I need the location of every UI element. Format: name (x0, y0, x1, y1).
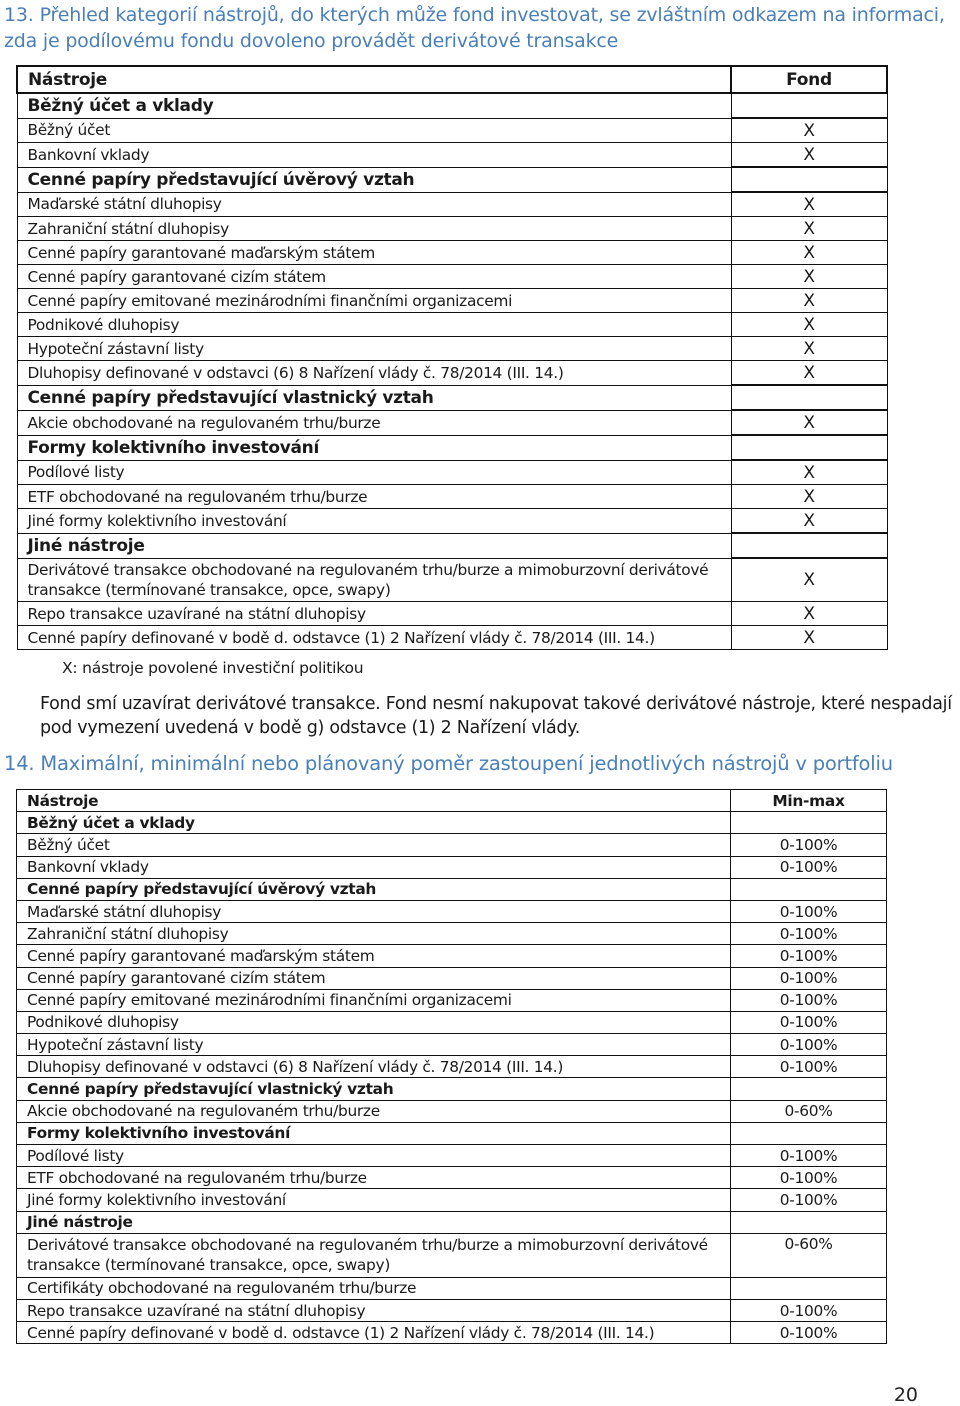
table2-row-label: Cenné papíry představující úvěrový vztah (17, 878, 731, 900)
table2-row-value: 0-100% (731, 1167, 887, 1189)
section-13-heading (4, 2, 956, 54)
table1-row-value: X (731, 460, 887, 485)
table1-row (17, 313, 887, 337)
table2-row (17, 1299, 887, 1321)
instrument-ratio-table (16, 789, 887, 1344)
table2-row-label: Zahraniční státní dluhopisy (17, 923, 731, 945)
table2-row-label: Cenné papíry emitované mezinárodními finančními organizacemi (17, 989, 731, 1011)
table1-row-value: X (731, 143, 887, 168)
section-14-number: 14. (4, 752, 35, 775)
table1-row-value: X (731, 337, 887, 361)
table2-row-label: Cenné papíry definované v bodě d. odstavce (1) 2 Nařízení vlády č. 78/2014 (III. 14.) (17, 1322, 731, 1344)
table2-row-label: Derivátové transakce obchodované na regulovaném trhu/burze a mimoburzovní derivátové transakce (termínované transakce, opce, swapy) (17, 1233, 731, 1277)
table2-category-row (17, 1211, 887, 1233)
table1-row (17, 485, 887, 509)
table1-row-label: Cenné papíry garantované maďarským státem (17, 241, 731, 265)
table1-row-label: ETF obchodované na regulovaném trhu/burze (17, 485, 731, 509)
table2-row (17, 1322, 887, 1344)
table2-row-value: 0-100% (731, 900, 887, 922)
table1-row (17, 410, 887, 435)
derivatives-paragraph (40, 692, 960, 740)
table1-row-value: X (731, 361, 887, 386)
table2-row-label: Akcie obchodované na regulovaném trhu/burze (17, 1100, 731, 1122)
table2-row-value (731, 1277, 887, 1299)
table1-row (17, 265, 887, 289)
table1-category-row (17, 435, 887, 460)
table2-header-minmax: Min-max (731, 790, 887, 812)
table2-row (17, 1056, 887, 1078)
table2-row-value (731, 1078, 887, 1100)
table1-row-value: X (731, 192, 887, 217)
table1-legend: X: nástroje povolené investiční politikou (62, 659, 364, 677)
table2-row (17, 1011, 887, 1033)
table1-row-label: Běžný účet (17, 118, 731, 143)
page-number: 20 (893, 1384, 918, 1406)
table2-row-label: Podílové listy (17, 1145, 731, 1167)
table1-row (17, 337, 887, 361)
table1-row-label: Cenné papíry garantované cizím státem (17, 265, 731, 289)
table1-row (17, 118, 887, 143)
table1-row-value: X (731, 509, 887, 534)
table2-row-value: 0-100% (731, 1299, 887, 1321)
table2-row-label: Bankovní vklady (17, 856, 731, 878)
table2-row-value: 0-60% (731, 1100, 887, 1122)
table2-row-label: ETF obchodované na regulovaném trhu/burze (17, 1167, 731, 1189)
table1-row-value: X (731, 118, 887, 143)
table2-row-value: 0-100% (731, 967, 887, 989)
table1-row-value: X (731, 217, 887, 241)
table1-header-instrument: Nástroje (17, 66, 731, 93)
section-13-number: 13. (4, 4, 34, 26)
table1-row (17, 192, 887, 217)
table1-header-fund: Fond (731, 66, 887, 93)
table2-row-label: Jiné nástroje (17, 1211, 731, 1233)
table2-row-value: 0-100% (731, 1056, 887, 1078)
table2-row (17, 856, 887, 878)
table2-row-label: Certifikáty obchodované na regulovaném trhu/burze (17, 1277, 731, 1299)
table2-row-value (731, 878, 887, 900)
table1-category-row (17, 533, 887, 558)
table2-row-value: 0-100% (731, 834, 887, 856)
paragraph-line-1: Fond smí uzavírat derivátové transakce. Fond nesmí nakupovat takové derivátové nástroje, které nespadají (40, 694, 952, 714)
table2-row (17, 900, 887, 922)
table2-row-value: 0-100% (731, 1011, 887, 1033)
table2-row-label: Jiné formy kolektivního investování (17, 1189, 731, 1211)
table2-row-value: 0-100% (731, 1322, 887, 1344)
table1-row (17, 602, 887, 626)
table2-row-label: Dluhopisy definované v odstavci (6) 8 Nařízení vlády č. 78/2014 (III. 14.) (17, 1056, 731, 1078)
instrument-categories-table (16, 65, 888, 650)
table1-row-label: Cenné papíry představující vlastnický vztah (17, 385, 731, 410)
table2-row (17, 834, 887, 856)
table1-row (17, 558, 887, 602)
table2-row-value: 0-100% (731, 989, 887, 1011)
table1-category-row (17, 93, 887, 118)
table2-category-row (17, 1078, 887, 1100)
table1-row-value: X (731, 485, 887, 509)
table1-row (17, 361, 887, 386)
table1-row-label: Podnikové dluhopisy (17, 313, 731, 337)
table1-row-label: Akcie obchodované na regulovaném trhu/burze (17, 410, 731, 435)
table1-row (17, 143, 887, 168)
table2-row-label: Běžný účet (17, 834, 731, 856)
table1-row (17, 217, 887, 241)
section-14-title: Maximální, minimální nebo plánovaný poměr zastoupení jednotlivých nástrojů v portfoliu (40, 752, 893, 775)
table2-row-label: Cenné papíry garantované maďarským státem (17, 945, 731, 967)
table2-category-row (17, 878, 887, 900)
table1-row-value: X (731, 265, 887, 289)
table2-row-label: Hypoteční zástavní listy (17, 1034, 731, 1056)
table2-row-value: 0-100% (731, 1145, 887, 1167)
table1-row-label: Hypoteční zástavní listy (17, 337, 731, 361)
table2-row-label: Běžný účet a vklady (17, 812, 731, 834)
table2-row-value: 0-100% (731, 856, 887, 878)
table2-row-label: Repo transakce uzavírané na státní dluhopisy (17, 1299, 731, 1321)
paragraph-line-2: pod vymezení uvedená v bodě g) odstavce (1) 2 Nařízení vlády. (40, 718, 581, 738)
table1-header-row (17, 66, 887, 93)
table1-row (17, 509, 887, 534)
table1-row-value: X (731, 313, 887, 337)
table2-row-label: Formy kolektivního investování (17, 1122, 731, 1144)
table2-row-value (731, 1211, 887, 1233)
table1-row-label: Derivátové transakce obchodované na regulovaném trhu/burze a mimoburzovní derivátové transakce (termínované transakce, opce, swapy) (17, 558, 731, 602)
table2-category-row (17, 812, 887, 834)
table1-row-label: Formy kolektivního investování (17, 435, 731, 460)
table1-row-label: Cenné papíry představující úvěrový vztah (17, 167, 731, 192)
table2-row (17, 1277, 887, 1299)
table2-row-value (731, 1122, 887, 1144)
table2-row (17, 923, 887, 945)
table2-header-row (17, 790, 887, 812)
table1-row-value (731, 167, 887, 192)
table1-row-value: X (731, 626, 887, 650)
table1-row-label: Zahraniční státní dluhopisy (17, 217, 731, 241)
table1-row-label: Cenné papíry definované v bodě d. odstavce (1) 2 Nařízení vlády č. 78/2014 (III. 14.) (17, 626, 731, 650)
table1-row-label: Maďarské státní dluhopisy (17, 192, 731, 217)
table1-category-row (17, 385, 887, 410)
table1-row-value: X (731, 241, 887, 265)
table2-row-label: Maďarské státní dluhopisy (17, 900, 731, 922)
table1-row-value: X (731, 558, 887, 602)
table1-row-label: Dluhopisy definované v odstavci (6) 8 Nařízení vlády č. 78/2014 (III. 14.) (17, 361, 731, 386)
table1-row-label: Podílové listy (17, 460, 731, 485)
table1-row-label: Repo transakce uzavírané na státní dluhopisy (17, 602, 731, 626)
table2-row-value: 0-100% (731, 1189, 887, 1211)
table2-row-label: Cenné papíry garantované cizím státem (17, 967, 731, 989)
table1-row-value (731, 385, 887, 410)
table2-row (17, 967, 887, 989)
table2-row (17, 945, 887, 967)
table1-row-label: Běžný účet a vklady (17, 93, 731, 118)
table1-row-value (731, 435, 887, 460)
table2-row-label: Podnikové dluhopisy (17, 1011, 731, 1033)
table1-row-value: X (731, 289, 887, 313)
table2-row (17, 1189, 887, 1211)
table1-row-value (731, 93, 887, 118)
table2-row-value: 0-100% (731, 945, 887, 967)
section-14-heading (4, 751, 956, 777)
table1-row (17, 626, 887, 650)
table1-row (17, 289, 887, 313)
table2-row-value: 0-100% (731, 1034, 887, 1056)
table2-category-row (17, 1122, 887, 1144)
table1-row-value (731, 533, 887, 558)
table2-row-value: 0-100% (731, 923, 887, 945)
table1-row-label: Bankovní vklady (17, 143, 731, 168)
table2-row (17, 1233, 887, 1277)
table1-row-value: X (731, 410, 887, 435)
table1-row-label: Jiné nástroje (17, 533, 731, 558)
table2-row (17, 1100, 887, 1122)
table2-row-value: 0-60% (731, 1233, 887, 1277)
table1-row-label: Jiné formy kolektivního investování (17, 509, 731, 534)
section-13-title: Přehled kategorií nástrojů, do kterých může fond investovat, se zvláštním odkazem na informaci, zda je podílovému fondu dovoleno provádět derivátové transakce (4, 4, 945, 52)
table2-header-instrument: Nástroje (17, 790, 731, 812)
table1-row-label: Cenné papíry emitované mezinárodními finančními organizacemi (17, 289, 731, 313)
table2-row-label: Cenné papíry představující vlastnický vztah (17, 1078, 731, 1100)
table1-row (17, 460, 887, 485)
table2-row (17, 989, 887, 1011)
table1-row (17, 241, 887, 265)
table2-row (17, 1167, 887, 1189)
table2-row (17, 1145, 887, 1167)
table1-category-row (17, 167, 887, 192)
table2-row-value (731, 812, 887, 834)
table2-row (17, 1034, 887, 1056)
table1-row-value: X (731, 602, 887, 626)
